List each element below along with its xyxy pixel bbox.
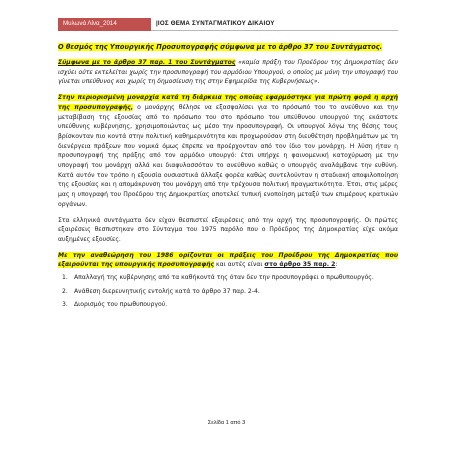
paragraph-1	[58, 58, 398, 87]
section-title-text: Ο θεσμός της Υπουργικής Προσυπογραφής σύμφωνα με το άρθρο 37 του Συντάγματος.	[58, 43, 383, 51]
paragraph-2	[58, 93, 398, 209]
header-author: Μυλωνά Λίνα_2014	[58, 18, 151, 31]
paragraph-1-lead: Σύμφωνα με το άρθρο 37 παρ. 1 του Συντάγματος	[58, 59, 236, 66]
list-item	[58, 273, 398, 283]
paragraph-4-end: :	[335, 261, 338, 269]
section-title	[58, 42, 398, 52]
exceptions-list	[58, 273, 398, 310]
paragraph-4-tail: στο άρθρο 35 παρ. 2	[264, 261, 336, 269]
list-item-number: 1.	[62, 274, 68, 282]
list-item-text: Διορισμός του πρωθυπουργού.	[74, 301, 168, 309]
page-header	[58, 18, 398, 31]
list-item-text: Απαλλαγή της κυβέρνησης από τα καθήκοντά της όταν δεν την προσυπογράφει ο πρωθυπουργός.	[74, 274, 374, 282]
paragraph-1-quote: «καμία πράξη του Προέδρου της Δημοκρατίας δεν ισχύει ούτε εκτελείται χωρίς την προσυπογραφή του αρμόδιου Υπουργού, ο οποίος με μόνη την υπογραφή του γίνεται υπεύθυνος και χωρίς τη δημοσίευση της στην Εφημερίδα της Κυβερνήσεως».	[58, 59, 398, 86]
header-title: |ΙΟΣ ΘΕΜΑ ΣΥΝΤΑΓΜΑΤΙΚΟΥ ΔΙΚΑΙΟΥ	[151, 18, 398, 31]
document-body	[58, 42, 398, 314]
list-item-number: 2.	[62, 287, 68, 295]
list-item-number: 3.	[62, 301, 68, 309]
paragraph-4-mid: και αυτές είναι	[214, 261, 265, 269]
paragraph-4	[58, 251, 398, 270]
list-item	[58, 287, 398, 297]
list-item	[58, 300, 398, 310]
paragraph-2-lead: Στην περιορισμένη μοναρχία κατά τη διάρκεια της οποίας εφαρμόστηκε για πρώτη φορά η αρχή της προσυπογραφής,	[58, 94, 398, 111]
list-item-text: Ανάθεση διερευνητικής εντολής κατά το άρθρο 37 παρ. 2-4.	[74, 287, 260, 295]
paragraph-4-lead: Με την αναθεώρηση του 1986 ορίζονται οι πράξεις του Προέδρου της Δημοκρατίας που εξαιρούνται της υπουργικής προσυπογραφής	[58, 251, 398, 269]
page-footer: Σελίδα 1 από 3	[207, 420, 246, 426]
paragraph-2-rest: ο μονάρχης θέλησε να εξασφαλίσει για το πρόσωπό του το ανεύθυνο και την μεταβίβαση της εξουσίας από το πρόσωπο του στο πρόσωπο του υπεύθυνου υπουργού της εκάστοτε υπεύθυνης κυβέρνησης, χρησιμοποιώντας ως μέσο την προσυπογραφή. Οι υπουργοί λόγω της θέσης τους βρίσκονταν πιο κοντά στην πολιτική καθημερινότητα και προχωρούσαν στη διευθέτηση προβλημάτων με τη διενέργεια πράξεων που νομικά όμως έπρεπε να προέρχονταν από τον ίδιο τον μονάρχη. Η λύση ήταν η προσυπογραφή της πράξης από τον αρμόδιο υπουργό: έτσι υπήρχε η φαινομενική κατοχύρωση με την υπογραφή του μονάρχη αλλά και διαφυλασσόταν το ανεύθυνο καθώς ο υπουργός αναλάμβανε την ευθύνη. Κατά αυτόν τον τρόπο η εξουσία ουσιαστικά άλλαξε φορέα καθώς συντελούνταν η σταδιακή αποψιλοποίηση της εξουσίας και η απομάκρυνση του μονάρχη από την τρέχουσα πολιτική πραγματικότητα. Έτσι, στις μέρες μας η υπογραφή του Προέδρου της Δημοκρατίας αποτελεί τυπική ενοποίηση μεταξύ των επιμέρους κρατικών οργάνων.	[58, 103, 398, 208]
paragraph-3: Στα ελληνικά συντάγματα δεν είχαν θεσπιστεί εξαιρέσεις από την αρχή της προσυπογραφής. Οι πρώτες εξαιρέσεις θεσπιστηκαν στο Σύνταγμα του 1975 παρόλο που ο Πρόεδρος της Δημοκρατίας είχε ακόμα αυξημένες εξουσίες.	[58, 216, 398, 243]
